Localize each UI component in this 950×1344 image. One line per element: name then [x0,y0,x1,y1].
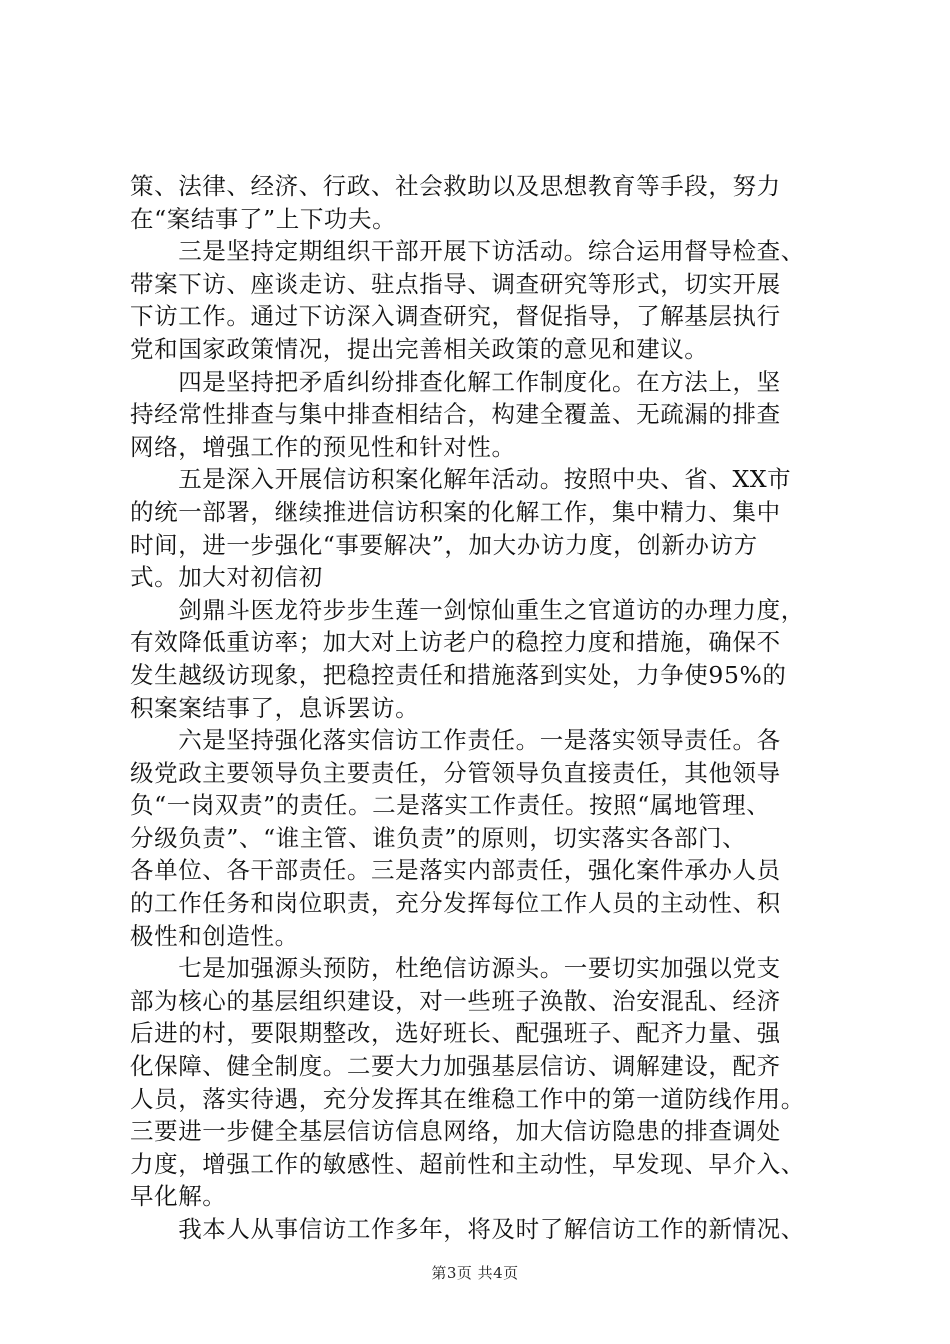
body-line: 七是加强源头预防，杜绝信访源头。一要切实加强以党支 [130,954,781,983]
page-footer [0,1262,950,1283]
body-line: 三要进一步健全基层信访信息网络，加大信访隐患的排查调处 [130,1117,781,1146]
body-line: 分级负责”、“谁主管、谁负责”的原则，切实落实各部门、 [130,823,747,852]
body-line: 有效降低重访率；加大对上访老户的稳控力度和措施，确保不 [130,628,781,657]
body-line: 的工作任务和岗位职责，充分发挥每位工作人员的主动性、积 [130,889,781,918]
body-line: 各单位、各干部责任。三是落实内部责任，强化案件承办人员 [130,856,781,885]
body-line: 后进的村，要限期整改，选好班长、配强班子、配齐力量、强 [130,1019,781,1048]
body-line: 部为核心的基层组织建设，对一些班子涣散、治安混乱、经济 [130,986,781,1015]
body-line: 在“案结事了”上下功夫。 [130,204,397,233]
body-line: 力度，增强工作的敏感性、超前性和主动性，早发现、早介入、 [130,1149,805,1178]
body-line: 积案案结事了，息诉罢访。 [130,693,420,722]
page-number-label: 第3页 共4页 [431,1264,519,1282]
document-body [130,170,840,1246]
body-line: 早化解。 [130,1182,227,1211]
body-line: 下访工作。通过下访深入调查研究，督促指导，了解基层执行 [130,302,781,331]
body-line: 四是坚持把矛盾纠纷排查化解工作制度化。在方法上，坚 [130,367,781,396]
body-line: 三是坚持定期组织干部开展下访活动。综合运用督导检查、 [130,237,805,266]
body-line: 五是深入开展信访积案化解年活动。按照中央、省、XX市 [130,465,792,494]
body-line: 负“一岗双责”的责任。二是落实工作责任。按照“属地管理、 [130,791,771,820]
body-line: 剑鼎斗医龙符步步生莲一剑惊仙重生之官道访的办理力度， [130,595,805,624]
body-line: 带案下访、座谈走访、驻点指导、调查研究等形式，切实开展 [130,269,781,298]
body-line: 式。加大对初信初 [130,563,323,592]
body-line: 化保障、健全制度。二要大力加强基层信访、调解建设，配齐 [130,1052,781,1081]
body-line: 六是坚持强化落实信访工作责任。一是落实领导责任。各 [130,726,781,755]
body-line: 时间，进一步强化“事要解决”，加大办访力度，创新办访方 [130,530,758,559]
body-line: 策、法律、经济、行政、社会救助以及思想教育等手段，努力 [130,172,781,200]
body-line: 人员，落实待遇，充分发挥其在维稳工作中的第一道防线作用。 [130,1084,805,1113]
body-line: 极性和创造性。 [130,921,299,950]
body-line: 党和国家政策情况，提出完善相关政策的意见和建议。 [130,334,709,363]
body-line: 我本人从事信访工作多年，将及时了解信访工作的新情况、 [130,1215,805,1243]
body-line: 发生越级访现象，把稳控责任和措施落到实处，力争使95%的 [130,660,787,689]
body-line: 级党政主要领导负主要责任，分管领导负直接责任，其他领导 [130,758,781,787]
body-line: 持经常性排查与集中排查相结合，构建全覆盖、无疏漏的排查 [130,400,781,429]
body-line: 的统一部署，继续推进信访积案的化解工作，集中精力、集中 [130,497,781,526]
body-line: 网络，增强工作的预见性和针对性。 [130,432,516,461]
